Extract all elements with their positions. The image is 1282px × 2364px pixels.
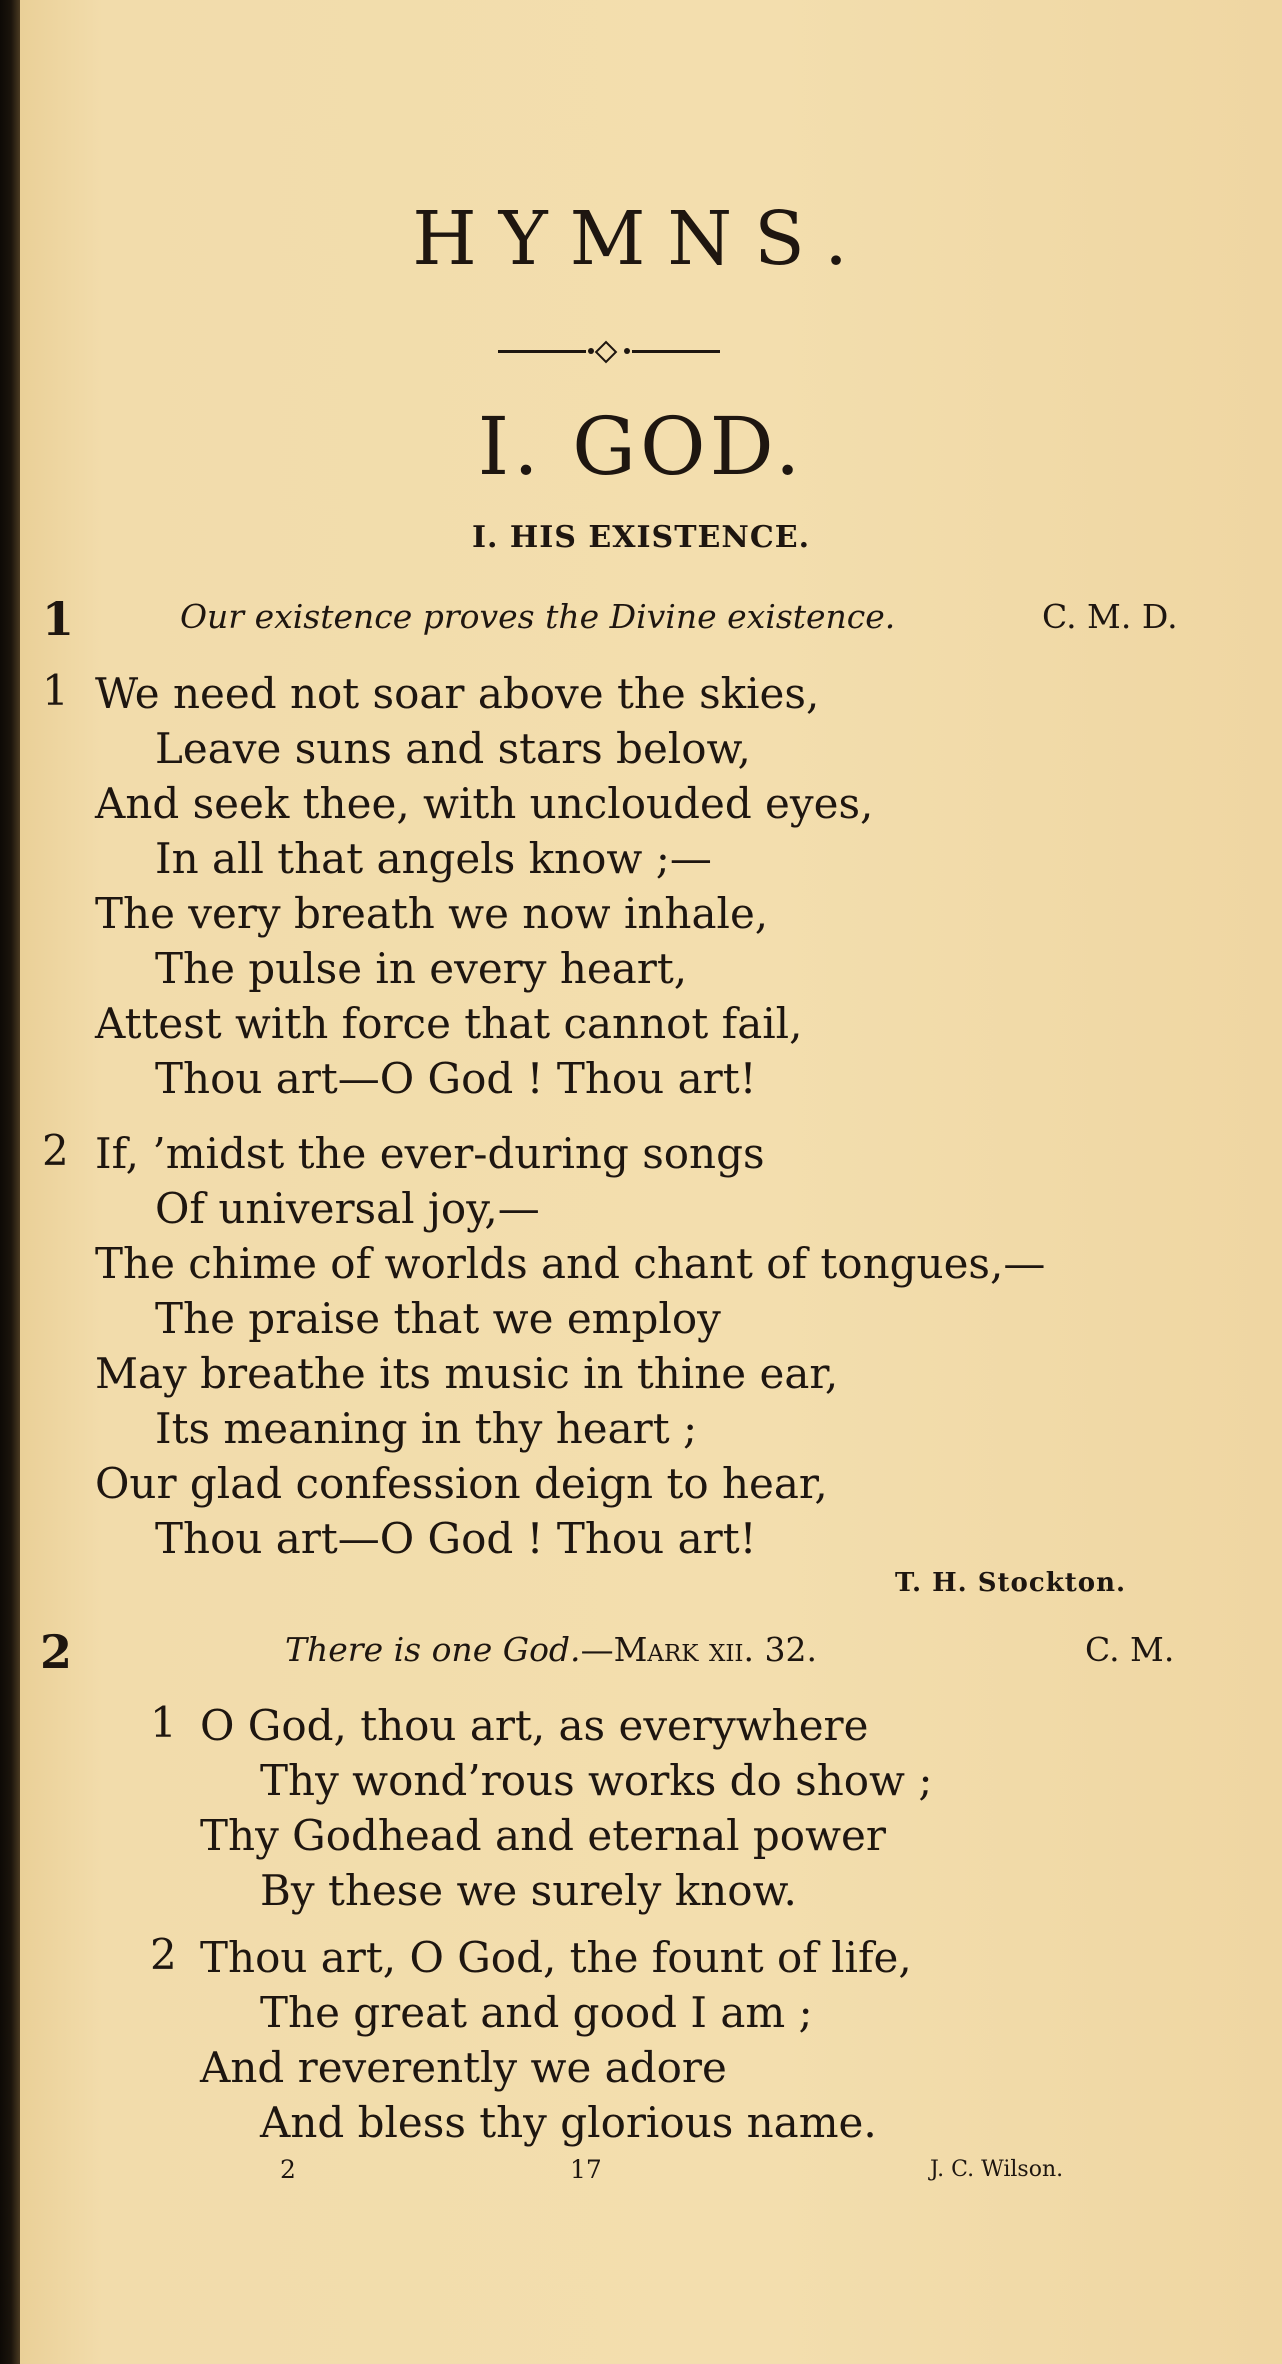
verse-line: If, ’midst the ever-during songs xyxy=(95,1129,765,1178)
subsection-title: I. HIS EXISTENCE. xyxy=(471,520,811,555)
verse-line: The great and good I am ; xyxy=(260,1988,813,2037)
verse-line: Our glad confession deign to hear, xyxy=(95,1459,828,1508)
stanza xyxy=(200,1930,912,2150)
verse-line: And reverently we adore xyxy=(200,2043,727,2092)
verse-line: And bless thy glorious name. xyxy=(260,2098,877,2147)
verse-line: The chime of worlds and chant of tongues,— xyxy=(95,1239,1046,1288)
section-title: I. GOD. xyxy=(477,400,805,493)
verse-line: Thou art—O God ! Thou art! xyxy=(155,1514,757,1563)
verse-line: The praise that we employ xyxy=(155,1294,721,1343)
verse-line: Thou art—O God ! Thou art! xyxy=(155,1054,757,1103)
ornament-line-left xyxy=(498,350,586,353)
verse-line: May breathe its music in thine ear, xyxy=(95,1349,839,1398)
verse-line: Of universal joy,— xyxy=(155,1184,540,1233)
verse-line: Attest with force that cannot fail, xyxy=(95,999,803,1048)
stanza-number: 1 xyxy=(42,666,69,715)
hymn-title xyxy=(285,1630,817,1669)
verse-line: The very breath we now inhale, xyxy=(95,889,769,938)
page-binding-edge xyxy=(0,0,20,2364)
signature-mark: 2 xyxy=(280,2155,296,2184)
stanza xyxy=(200,1698,933,1918)
hymn-number: 2 xyxy=(40,1625,73,1679)
hymn-meter: C. M. xyxy=(1085,1630,1175,1669)
verse-line: The pulse in every heart, xyxy=(155,944,688,993)
hymn-meter: C. M. D. xyxy=(1042,597,1178,636)
verse-line: Thy wond’rous works do show ; xyxy=(260,1756,933,1805)
hymn-title: Our existence proves the Divine existence. xyxy=(180,597,896,636)
ornament-dot-right xyxy=(624,348,630,354)
scripture-reference: —Mark xii. 32. xyxy=(580,1630,817,1669)
hymn-author: T. H. Stockton. xyxy=(895,1568,1127,1598)
page-number: 17 xyxy=(570,2155,602,2184)
stanza xyxy=(95,666,873,1106)
verse-line: In all that angels know ;— xyxy=(155,834,712,883)
stanza xyxy=(95,1126,1045,1566)
verse-line: By these we surely know. xyxy=(260,1866,797,1915)
verse-line: We need not soar above the skies, xyxy=(95,669,820,718)
verse-line: Thou art, O God, the fount of life, xyxy=(200,1933,912,1982)
hymn-title-text: There is one God. xyxy=(285,1630,581,1669)
verse-line: And seek thee, with unclouded eyes, xyxy=(95,779,874,828)
verse-line: Leave suns and stars below, xyxy=(155,724,751,773)
stanza-number: 2 xyxy=(150,1930,177,1979)
verse-line: Thy Godhead and eternal power xyxy=(200,1811,886,1860)
ornament-line-right xyxy=(632,350,720,353)
page-title: HYMNS. xyxy=(412,196,870,282)
stanza-number: 1 xyxy=(150,1698,177,1747)
ornament-dot-left xyxy=(588,348,594,354)
ornament-divider xyxy=(498,343,720,359)
verse-line: Its meaning in thy heart ; xyxy=(155,1404,698,1453)
hymn-number: 1 xyxy=(42,592,75,646)
verse-line: O God, thou art, as everywhere xyxy=(200,1701,869,1750)
stanza-number: 2 xyxy=(42,1126,69,1175)
printer-mark: J. C. Wilson. xyxy=(930,2157,1064,2182)
